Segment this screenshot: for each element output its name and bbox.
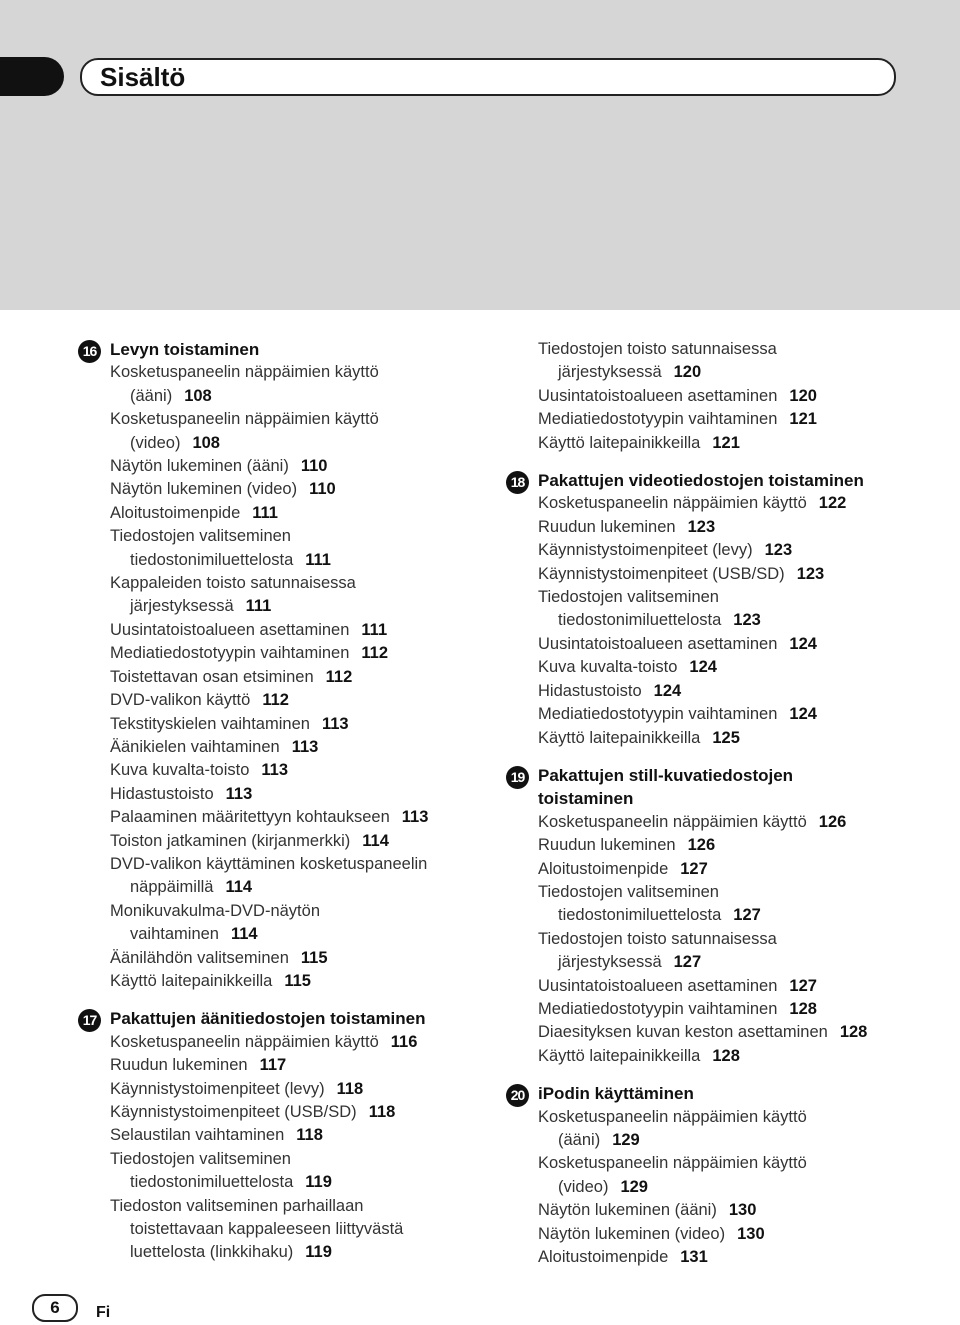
- toc-entry-text: Uusintatoistoalueen asettaminen: [538, 386, 778, 405]
- toc-entry-line: [538, 563, 926, 586]
- toc-entry[interactable]: [110, 1195, 488, 1265]
- section-number-badge: 18: [506, 471, 529, 494]
- toc-entry[interactable]: [538, 975, 926, 998]
- toc-entry-line: [110, 1054, 488, 1077]
- toc-entry[interactable]: [538, 338, 926, 385]
- toc-page-number: 112: [361, 644, 389, 663]
- toc-entry-text: Uusintatoistoalueen asettaminen: [110, 620, 350, 639]
- toc-entry-line: [110, 947, 488, 970]
- toc-page-number: 125: [712, 728, 740, 747]
- toc-entry[interactable]: [538, 539, 926, 562]
- toc-entry-line: [538, 951, 926, 974]
- toc-entry-line: [110, 923, 488, 946]
- toc-entry-text: vaihtaminen: [130, 925, 219, 944]
- toc-entry-text: Äänilähdön valitseminen: [110, 948, 289, 967]
- toc-entry[interactable]: [538, 1045, 926, 1068]
- toc-entry-text: (ääni): [558, 1131, 601, 1149]
- toc-page-number: 127: [789, 976, 817, 995]
- toc-entry-text: Äänikielen vaihtaminen: [110, 737, 280, 756]
- toc-entry[interactable]: [110, 572, 488, 619]
- toc-entry-line: [538, 834, 926, 857]
- toc-page-number: 127: [733, 906, 761, 925]
- toc-entry-text: Käyttö laitepainikkeilla: [538, 1046, 701, 1065]
- toc-entry-line: [538, 928, 926, 951]
- section-title: Pakattujen äänitiedostojen toistaminen: [110, 1009, 426, 1029]
- header-gray-band: [0, 0, 960, 310]
- toc-page-number: 108: [192, 433, 220, 452]
- toc-section-20: [506, 1082, 926, 1269]
- toc-page-number: 110: [309, 480, 336, 499]
- toc-column-left: [78, 338, 488, 1265]
- toc-entry-line: [110, 1078, 488, 1101]
- toc-entry-text: järjestyksessä: [558, 953, 662, 972]
- toc-entry[interactable]: [110, 666, 488, 689]
- toc-entry-text: luettelosta (linkkihaku): [130, 1243, 294, 1262]
- toc-entry-line: [110, 549, 488, 572]
- toc-entry-line: [538, 1199, 926, 1222]
- toc-page-number: 121: [712, 433, 740, 452]
- toc-entry-text: Käynnistystoimenpiteet (USB/SD): [538, 564, 785, 583]
- toc-entry-text: Ruudun lukeminen: [110, 1056, 248, 1075]
- toc-entry-text: Käyttö laitepainikkeilla: [110, 971, 273, 990]
- toc-entry-text: näppäimillä: [130, 878, 214, 897]
- toc-entry-text: Mediatiedostotyypin vaihtaminen: [110, 644, 350, 663]
- toc-page-number: 118: [336, 1079, 364, 1098]
- toc-entry-line: [110, 478, 488, 501]
- toc-page-number: 123: [796, 564, 825, 583]
- toc-entry-text: järjestyksessä: [130, 597, 234, 616]
- toc-page-number: 112: [262, 691, 289, 710]
- toc-entry-line: [110, 572, 488, 595]
- toc-section-17: [78, 1007, 488, 1264]
- toc-entry[interactable]: [538, 432, 926, 455]
- toc-page-number: 114: [225, 878, 253, 897]
- toc-entry-line: [110, 783, 488, 806]
- toc-entry[interactable]: [110, 1078, 488, 1101]
- toc-entry-text: (video): [130, 433, 181, 452]
- toc-page-number: 128: [839, 1023, 868, 1042]
- toc-page-number: 129: [620, 1177, 648, 1196]
- toc-entry[interactable]: [110, 1124, 488, 1147]
- toc-page-number: 110: [300, 457, 328, 476]
- toc-page-number: 122: [818, 494, 847, 513]
- toc-entry-line: [110, 1218, 488, 1241]
- toc-entry-text: Uusintatoistoalueen asettaminen: [538, 976, 778, 995]
- toc-page-number: 111: [305, 550, 331, 569]
- toc-page-number: 113: [261, 761, 289, 780]
- toc-entry-line: [538, 539, 926, 562]
- toc-entry-text: Tiedoston valitseminen parhaillaan: [110, 1196, 364, 1215]
- toc-page-number: 124: [689, 658, 717, 677]
- toc-entry-line: [110, 830, 488, 853]
- toc-entry[interactable]: [110, 1148, 488, 1195]
- toc-entry[interactable]: [110, 900, 488, 947]
- toc-entry-text: (video): [558, 1177, 609, 1196]
- toc-page-number: 123: [687, 517, 716, 536]
- toc-entry-text: Tiedostojen valitseminen: [538, 882, 719, 901]
- toc-page-number: 120: [789, 386, 817, 405]
- toc-entry-text: Monikuvakulma-DVD-näytön: [110, 901, 320, 920]
- toc-entry-line: [110, 1101, 488, 1124]
- toc-entry[interactable]: [110, 713, 488, 736]
- toc-entry[interactable]: [538, 492, 926, 515]
- toc-entry-text: Kosketuspaneelin näppäimien käyttö: [110, 363, 379, 382]
- toc-entry[interactable]: [538, 1246, 926, 1269]
- toc-entry-line: [538, 1129, 926, 1152]
- toc-page-number: 120: [673, 363, 702, 382]
- toc-entry[interactable]: [110, 1054, 488, 1077]
- toc-entry-line: [538, 1246, 926, 1269]
- toc-entry[interactable]: [110, 736, 488, 759]
- toc-entry-text: (ääni): [130, 386, 173, 405]
- toc-entry-line: [538, 609, 926, 632]
- toc-page-number: 130: [737, 1224, 765, 1243]
- toc-entry[interactable]: [110, 759, 488, 782]
- toc-entry-text: toistettavaan kappaleeseen liittyvästä: [130, 1220, 404, 1239]
- toc-entry-line: [538, 727, 926, 750]
- header-black-tab: [0, 57, 64, 96]
- toc-entry-line: [538, 656, 926, 679]
- toc-entry-line: [538, 633, 926, 656]
- toc-entry-line: [538, 904, 926, 927]
- toc-entry-text: Kosketuspaneelin näppäimien käyttö: [538, 1107, 807, 1126]
- toc-entry-text: Käynnistystoimenpiteet (USB/SD): [110, 1103, 357, 1121]
- toc-entry-line: [538, 1021, 926, 1044]
- toc-entry-text: Tiedostojen valitseminen: [110, 1149, 291, 1168]
- toc-entry-line: [538, 408, 926, 431]
- toc-page-number: 124: [789, 705, 817, 724]
- toc-entry-line: [110, 502, 488, 525]
- toc-entry-line: [110, 970, 488, 993]
- toc-page-number: 129: [612, 1131, 640, 1149]
- toc-entry[interactable]: [110, 1031, 488, 1054]
- toc-entry-line: [110, 900, 488, 923]
- toc-entry-text: Aloitustoimenpide: [538, 1248, 669, 1267]
- toc-entry[interactable]: [110, 502, 488, 525]
- toc-entry-text: Hidastustoisto: [110, 784, 214, 803]
- toc-entry-text: Käyttö laitepainikkeilla: [538, 433, 701, 452]
- toc-entry[interactable]: [110, 642, 488, 665]
- toc-entry-line: [110, 853, 488, 876]
- toc-page-number: 128: [712, 1046, 740, 1065]
- toc-entry[interactable]: [110, 455, 488, 478]
- toc-page-number: 118: [296, 1126, 323, 1145]
- toc-entry-text: tiedostonimiluettelosta: [130, 1173, 294, 1192]
- toc-page-number: 113: [225, 784, 253, 803]
- toc-entry-line: [110, 666, 488, 689]
- toc-entry-line: [110, 1031, 488, 1054]
- toc-page-number: 115: [300, 948, 328, 967]
- toc-entry-line: [110, 876, 488, 899]
- toc-page-number: 127: [680, 859, 708, 878]
- toc-entry-text: järjestyksessä: [558, 363, 662, 382]
- toc-entry-line: [538, 975, 926, 998]
- section-title-continued: toistaminen: [538, 789, 634, 809]
- section-title: Pakattujen still-kuvatiedostojen: [538, 765, 794, 785]
- toc-entry-line: [538, 1176, 926, 1199]
- toc-entry-line: [110, 1148, 488, 1171]
- toc-section-17-continued: [506, 338, 926, 455]
- toc-entry-line: [538, 385, 926, 408]
- toc-entry-text: Tiedostojen valitseminen: [538, 588, 719, 607]
- toc-page-number: 126: [818, 812, 847, 831]
- toc-entry-text: Näytön lukeminen (video): [110, 480, 298, 499]
- toc-entry-line: [538, 586, 926, 609]
- toc-entry-line: [538, 1045, 926, 1068]
- toc-entry-line: [538, 492, 926, 515]
- toc-entry-line: [110, 642, 488, 665]
- toc-entry-text: Toistettavan osan etsiminen: [110, 667, 314, 686]
- toc-entry-line: [538, 1106, 926, 1129]
- toc-entry[interactable]: [110, 783, 488, 806]
- toc-entry[interactable]: [538, 928, 926, 975]
- toc-page-number: 114: [230, 925, 258, 944]
- toc-page-number: 115: [284, 971, 311, 990]
- section-number-badge: 16: [78, 340, 101, 363]
- toc-entry-text: Ruudun lukeminen: [538, 517, 676, 536]
- toc-page-number: 124: [789, 634, 817, 653]
- toc-entry-line: [110, 759, 488, 782]
- toc-entry-text: Käynnistystoimenpiteet (levy): [110, 1079, 325, 1098]
- toc-page-number: 123: [764, 541, 793, 560]
- toc-entry-line: [538, 881, 926, 904]
- toc-entry-line: [538, 703, 926, 726]
- toc-entry-text: tiedostonimiluettelosta: [558, 906, 722, 925]
- toc-entry-line: [110, 361, 488, 384]
- toc-section-18: [506, 469, 926, 750]
- toc-entry-text: Ruudun lukeminen: [538, 836, 676, 855]
- toc-page-number: 121: [789, 410, 817, 429]
- toc-entry-line: [538, 432, 926, 455]
- toc-entry[interactable]: [110, 689, 488, 712]
- toc-entry-text: Selaustilan vaihtaminen: [110, 1126, 285, 1145]
- toc-entry-line: [538, 338, 926, 361]
- toc-entry-text: Tiedostojen toisto satunnaisessa: [538, 340, 777, 358]
- section-number-badge: 20: [506, 1084, 529, 1107]
- toc-entry-text: Kosketuspaneelin näppäimien käyttö: [110, 410, 379, 429]
- toc-entry[interactable]: [538, 1199, 926, 1222]
- toc-page-number: 114: [362, 831, 389, 850]
- toc-entry-line: [538, 998, 926, 1021]
- section-number-badge: 19: [506, 766, 529, 789]
- toc-entry-text: Aloitustoimenpide: [110, 503, 241, 522]
- toc-page-number: 119: [305, 1243, 332, 1262]
- toc-entry-line: [538, 811, 926, 834]
- toc-entry-text: Tiedostojen toisto satunnaisessa: [538, 929, 777, 948]
- toc-page-number: 131: [680, 1248, 708, 1267]
- toc-entry[interactable]: [110, 619, 488, 642]
- toc-entry-text: Kosketuspaneelin näppäimien käyttö: [538, 494, 807, 513]
- toc-page-number: 111: [252, 503, 278, 522]
- toc-entry-text: Käyttö laitepainikkeilla: [538, 728, 701, 747]
- toc-entry-text: Kosketuspaneelin näppäimien käyttö: [538, 812, 807, 831]
- section-title: iPodin käyttäminen: [538, 1084, 694, 1104]
- toc-entry[interactable]: [110, 408, 488, 455]
- toc-entry-text: Kuva kuvalta-toisto: [110, 761, 250, 780]
- toc-page-number: 128: [789, 999, 817, 1018]
- toc-entry-text: tiedostonimiluettelosta: [130, 550, 294, 569]
- toc-entry-line: [110, 619, 488, 642]
- toc-entry[interactable]: [110, 947, 488, 970]
- toc-entry-line: [110, 385, 488, 408]
- toc-entry[interactable]: [538, 727, 926, 750]
- toc-entry-text: Aloitustoimenpide: [538, 859, 669, 878]
- toc-entry-line: [110, 408, 488, 431]
- toc-entry-line: [110, 455, 488, 478]
- toc-entry[interactable]: [110, 853, 488, 900]
- toc-entry-text: Mediatiedostotyypin vaihtaminen: [538, 705, 778, 724]
- toc-page-number: 111: [361, 620, 388, 639]
- toc-entry-line: [110, 595, 488, 618]
- toc-page-number: 116: [390, 1032, 418, 1051]
- toc-entry-text: DVD-valikon käyttö: [110, 691, 251, 710]
- toc-entry[interactable]: [538, 516, 926, 539]
- toc-entry[interactable]: [538, 408, 926, 431]
- section-title: Pakattujen videotiedostojen toistaminen: [538, 471, 864, 491]
- toc-entry[interactable]: [110, 361, 488, 408]
- toc-page-number: 119: [305, 1173, 332, 1192]
- toc-entry[interactable]: [538, 1223, 926, 1246]
- toc-page-number: 111: [245, 597, 272, 616]
- toc-entry-text: Kuva kuvalta-toisto: [538, 658, 678, 677]
- toc-entry-text: Mediatiedostotyypin vaihtaminen: [538, 410, 778, 429]
- toc-entry[interactable]: [538, 385, 926, 408]
- toc-entry-text: Tekstityskielen vaihtaminen: [110, 714, 310, 733]
- toc-entry-text: Hidastustoisto: [538, 681, 642, 700]
- toc-page-number: 118: [368, 1103, 396, 1121]
- toc-page-number: 117: [259, 1056, 287, 1075]
- toc-entry-text: Kosketuspaneelin näppäimien käyttö: [538, 1154, 807, 1173]
- toc-entry[interactable]: [538, 633, 926, 656]
- toc-section-19: [506, 764, 926, 1068]
- toc-entry-line: [110, 1171, 488, 1194]
- toc-entry-line: [110, 689, 488, 712]
- title-box: [80, 58, 896, 96]
- toc-entry-line: [110, 806, 488, 829]
- toc-entry[interactable]: [538, 998, 926, 1021]
- toc-entry-text: Kappaleiden toisto satunnaisessa: [110, 574, 356, 593]
- toc-page-number: 113: [321, 714, 349, 733]
- toc-entry-text: Käynnistystoimenpiteet (levy): [538, 541, 753, 560]
- toc-entry-text: Näytön lukeminen (ääni): [538, 1201, 717, 1220]
- toc-entry[interactable]: [110, 478, 488, 501]
- toc-entry[interactable]: [538, 858, 926, 881]
- toc-entry[interactable]: [538, 1152, 926, 1199]
- toc-entry[interactable]: [538, 1021, 926, 1044]
- toc-entry[interactable]: [110, 830, 488, 853]
- toc-entry-line: [110, 525, 488, 548]
- toc-entry[interactable]: [110, 525, 488, 572]
- toc-entry[interactable]: [538, 563, 926, 586]
- toc-page-number: 108: [184, 386, 212, 405]
- toc-entry-line: [110, 713, 488, 736]
- language-code: Fi: [96, 1304, 111, 1321]
- toc-entry-text: Kosketuspaneelin näppäimien käyttö: [110, 1032, 379, 1051]
- toc-entry-text: Palaaminen määritettyyn kohtaukseen: [110, 808, 390, 827]
- toc-entry[interactable]: [538, 881, 926, 928]
- toc-entry[interactable]: [538, 834, 926, 857]
- toc-entry-text: Mediatiedostotyypin vaihtaminen: [538, 999, 778, 1018]
- toc-page-number: 126: [687, 836, 716, 855]
- toc-entry-line: [538, 516, 926, 539]
- toc-entry-line: [538, 361, 926, 384]
- toc-entry-text: Toiston jatkaminen (kirjanmerkki): [110, 831, 351, 850]
- toc-page-number: 130: [728, 1201, 757, 1220]
- section-title: Levyn toistaminen: [110, 340, 260, 359]
- toc-entry-line: [110, 1241, 488, 1264]
- toc-entry-line: [110, 432, 488, 455]
- toc-entry[interactable]: [538, 656, 926, 679]
- toc-page-number: 124: [653, 681, 682, 700]
- toc-column-right: [506, 338, 926, 1269]
- toc-page-number: 113: [401, 808, 429, 827]
- toc-entry-text: Tiedostojen valitseminen: [110, 527, 291, 546]
- toc-entry-text: Diaesityksen kuvan keston asettaminen: [538, 1023, 828, 1042]
- toc-page-number: 113: [291, 737, 319, 756]
- toc-entry[interactable]: [110, 970, 488, 993]
- toc-page-number: 112: [325, 667, 353, 686]
- section-number-badge: 17: [78, 1009, 101, 1032]
- toc-entry-text: tiedostonimiluettelosta: [558, 611, 722, 630]
- page-title: Sisältö: [100, 62, 186, 92]
- toc-entry-line: [538, 1223, 926, 1246]
- toc-entry-line: [110, 1195, 488, 1218]
- toc-page-number: 123: [733, 611, 761, 630]
- toc-entry[interactable]: [538, 703, 926, 726]
- toc-entry[interactable]: [538, 586, 926, 633]
- toc-page-number: 127: [673, 953, 702, 972]
- toc-entry-line: [538, 680, 926, 703]
- toc-entry-text: Näytön lukeminen (ääni): [110, 457, 289, 476]
- page-number: 6: [32, 1294, 78, 1322]
- toc-entry-line: [110, 736, 488, 759]
- toc-entry-line: [110, 1124, 488, 1147]
- toc-entry[interactable]: [538, 680, 926, 703]
- toc-entry-text: Uusintatoistoalueen asettaminen: [538, 634, 778, 653]
- toc-entry-text: DVD-valikon käyttäminen kosketuspaneelin: [110, 854, 428, 873]
- toc-entry[interactable]: [110, 1101, 488, 1124]
- toc-entry-text: Näytön lukeminen (video): [538, 1224, 726, 1243]
- toc-entry-line: [538, 858, 926, 881]
- toc-entry-line: [538, 1152, 926, 1175]
- toc-section-16: [78, 338, 488, 993]
- toc-entry[interactable]: [110, 806, 488, 829]
- toc-entry[interactable]: [538, 811, 926, 834]
- toc-entry[interactable]: [538, 1106, 926, 1153]
